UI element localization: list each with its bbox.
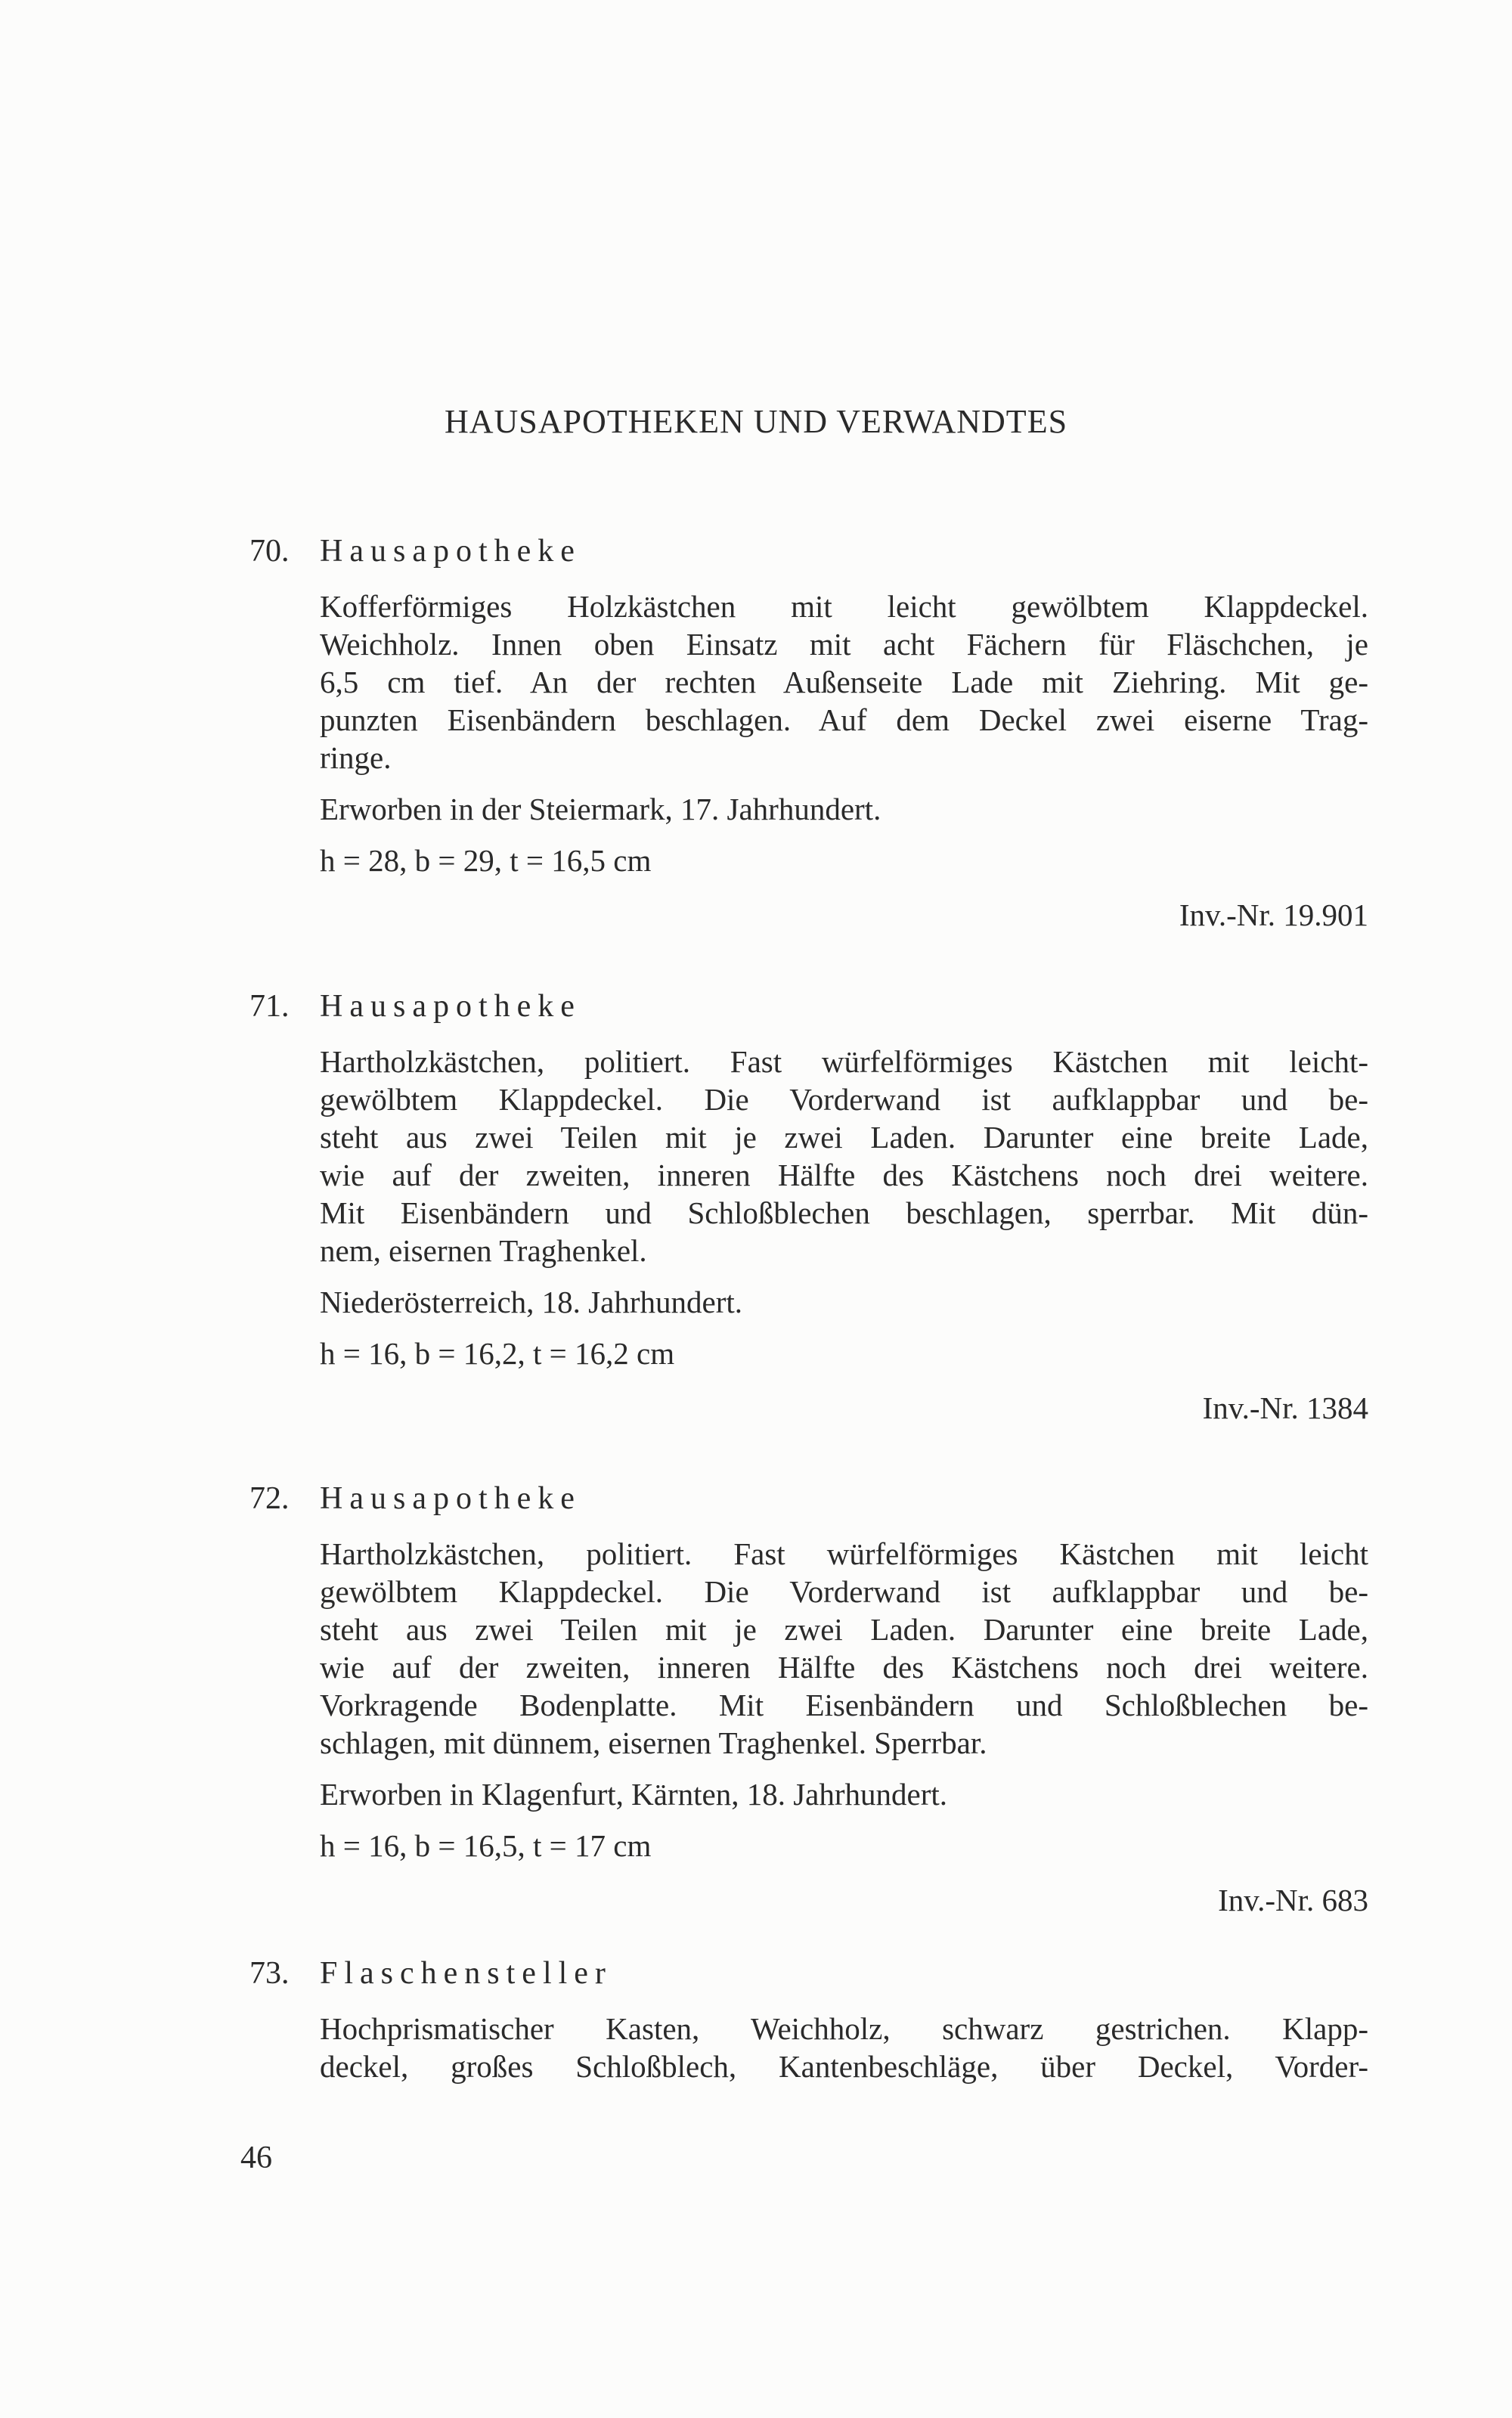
entry-description <box>320 587 1368 777</box>
entry-body <box>320 2010 1368 2085</box>
entry-description <box>320 1043 1368 1269</box>
catalog-entry-73 <box>249 1946 1368 2085</box>
description-line: 6,5 cm tief. An der rechten Außenseite Lade mit Ziehring. Mit ge- <box>320 665 1368 699</box>
entry-inventory-number: Inv.-Nr. 683 <box>1218 1883 1368 1917</box>
catalog-entry-71 <box>249 979 1368 1427</box>
entry-description <box>320 1535 1368 1762</box>
entry-body <box>320 587 1368 934</box>
description-line: schlagen, mit dünnem, eisernen Traghenkel. Sperrbar. <box>320 1725 987 1760</box>
description-line: Vorkragende Bodenplatte. Mit Eisenbändern und Schloßblechen be- <box>320 1688 1368 1722</box>
entry-dimensions: h = 16, b = 16,5, t = 17 cm <box>320 1828 652 1863</box>
page-title: HAUSAPOTHEKEN UND VERWANDTES <box>444 403 1068 440</box>
description-line: ringe. <box>320 740 392 775</box>
description-line: Hartholzkästchen, politiert. Fast würfelförmiges Kästchen mit leicht <box>320 1536 1368 1571</box>
description-line: gewölbtem Klappdeckel. Die Vorderwand ist aufklappbar und be- <box>320 1574 1368 1609</box>
entry-dimensions: h = 16, b = 16,2, t = 16,2 cm <box>320 1336 675 1371</box>
entry-heading <box>249 524 1368 578</box>
description-line: gewölbtem Klappdeckel. Die Vorderwand ist aufklappbar und be- <box>320 1082 1368 1117</box>
description-line: Mit Eisenbändern und Schloßblechen beschlagen, sperrbar. Mit dün- <box>320 1195 1368 1230</box>
entry-dimensions: h = 28, b = 29, t = 16,5 cm <box>320 843 652 878</box>
description-line: deckel, großes Schloßblech, Kantenbeschläge, über Deckel, Vorder- <box>320 2049 1368 2084</box>
description-line: steht aus zwei Teilen mit je zwei Laden. Darunter eine breite Lade, <box>320 1612 1368 1647</box>
description-line: Hochprismatischer Kasten, Weichholz, schwarz gestrichen. Klapp- <box>320 2011 1368 2046</box>
entry-inventory-number: Inv.-Nr. 19.901 <box>1179 897 1368 932</box>
entry-title: Hausapotheke <box>320 1481 581 1516</box>
description-line: punzten Eisenbändern beschlagen. Auf dem Deckel zwei eiserne Trag- <box>320 702 1368 737</box>
entry-title: Hausapotheke <box>320 534 581 569</box>
description-line: Weichholz. Innen oben Einsatz mit acht Fächern für Fläschchen, je <box>320 627 1368 662</box>
description-line: Hartholzkästchen, politiert. Fast würfelförmiges Kästchen mit leicht- <box>320 1044 1368 1079</box>
description-line: Kofferförmiges Holzkästchen mit leicht gewölbtem Klappdeckel. <box>320 589 1368 624</box>
catalog-entry-72 <box>249 1471 1368 1919</box>
entry-provenance: Erworben in Klagenfurt, Kärnten, 18. Jahrhundert. <box>320 1777 947 1812</box>
description-line: nem, eisernen Traghenkel. <box>320 1233 647 1268</box>
description-line: wie auf der zweiten, inneren Hälfte des Kästchens noch drei weitere. <box>320 1158 1368 1192</box>
description-line: steht aus zwei Teilen mit je zwei Laden. Darunter eine breite Lade, <box>320 1120 1368 1155</box>
description-line: wie auf der zweiten, inneren Hälfte des Kästchens noch drei weitere. <box>320 1650 1368 1685</box>
entry-heading <box>249 979 1368 1034</box>
catalog-entry-70 <box>249 524 1368 934</box>
entry-provenance: Erworben in der Steiermark, 17. Jahrhundert. <box>320 792 881 826</box>
entry-number: 73. <box>249 1956 290 1991</box>
entry-provenance: Niederösterreich, 18. Jahrhundert. <box>320 1285 742 1319</box>
page-number: 46 <box>240 2141 272 2175</box>
entry-number: 70. <box>249 534 290 569</box>
entry-title: Hausapotheke <box>320 989 581 1024</box>
entry-body <box>320 1043 1368 1427</box>
entry-number: 71. <box>249 989 290 1024</box>
entry-number: 72. <box>249 1481 290 1516</box>
entry-body <box>320 1535 1368 1919</box>
entry-inventory-number: Inv.-Nr. 1384 <box>1202 1390 1368 1425</box>
entry-title: Flaschensteller <box>320 1956 612 1991</box>
entry-heading <box>249 1946 1368 2001</box>
entry-heading <box>249 1471 1368 1526</box>
entry-description <box>320 2010 1368 2085</box>
